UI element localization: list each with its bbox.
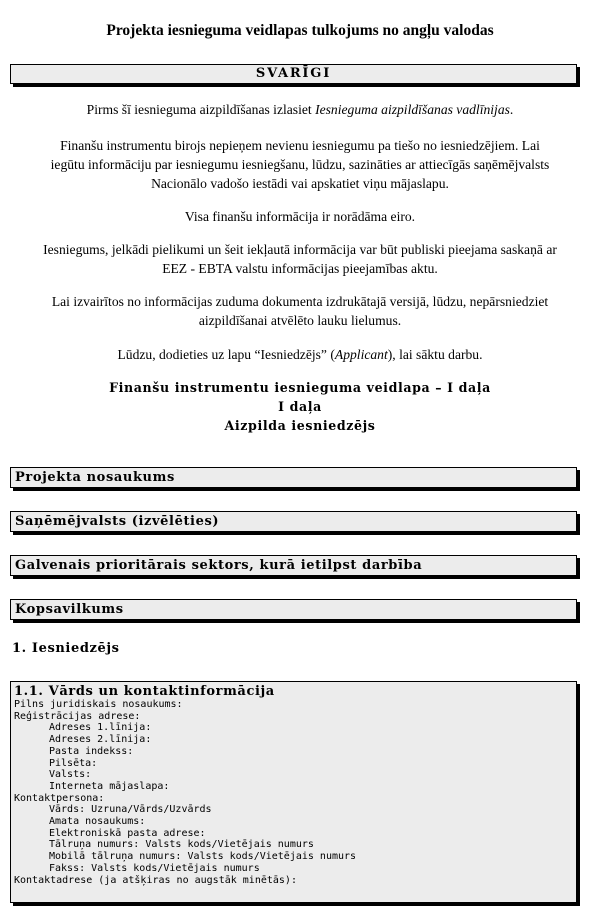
paragraph-text: ), lai sāktu darbu. bbox=[387, 347, 483, 362]
field-legal-name: Pilns juridiskais nosaukums: bbox=[14, 699, 183, 710]
section-project-title bbox=[10, 467, 577, 488]
section-summary bbox=[10, 599, 577, 620]
field-position: Amata nosaukums: bbox=[49, 816, 146, 828]
field-country: Valsts: bbox=[49, 769, 92, 781]
part-heading-line: Finanšu instrumentu iesnieguma veidlapa – I daļa bbox=[109, 380, 491, 395]
contact-information-box bbox=[10, 681, 577, 903]
field-email: Elektroniskā pasta adrese: bbox=[49, 827, 206, 839]
section-bar-label: Projekta nosaukums bbox=[15, 470, 175, 485]
paragraph-line: Nacionālo vadošo iestādi vai apskatiet viņu mājaslapu. bbox=[151, 176, 449, 191]
part-heading-line: Aizpilda iesniedzējs bbox=[224, 418, 376, 433]
section-bar-label: Galvenais prioritārais sektors, kurā ietilpst darbība bbox=[15, 558, 423, 573]
field-contact-address: Kontaktadrese (ja atšķiras no augstāk minētās): bbox=[14, 874, 297, 886]
section-applicant-heading: 1. Iesniedzējs bbox=[12, 641, 120, 656]
field-address-line-2: Adreses 2.līnija: bbox=[49, 734, 152, 746]
paragraph-line: Finanšu instrumentu birojs nepieņem nevienu iesniegumu pa tiešo no iesniedzējiem. Lai bbox=[60, 138, 540, 153]
paragraph-line: iegūtu informāciju par iesniegumu iesniegšanu, lūdzu, sazināties ar attiecīgās saņēmējvalsts bbox=[50, 157, 550, 172]
field-contact-name: Vārds: Uzruna/Vārds/Uzvārds bbox=[49, 804, 212, 816]
paragraph-line: Visa finanšu informācija ir norādāma eiro. bbox=[184, 209, 416, 224]
paragraph-read-guidelines bbox=[20, 100, 580, 119]
part-heading-line: I daļa bbox=[278, 399, 322, 414]
field-contact-person: Kontaktpersona: bbox=[14, 792, 105, 804]
paragraph-field-size bbox=[20, 292, 580, 330]
paragraph-text: . bbox=[509, 102, 514, 117]
field-fax: Fakss: Valsts kods/Vietējais numurs bbox=[49, 862, 260, 874]
section-priority-sector bbox=[10, 555, 577, 576]
field-phone: Tālruņa numurs: Valsts kods/Vietējais numurs bbox=[49, 839, 314, 851]
section-bar-label: Saņēmējvalsts (izvēlēties) bbox=[15, 514, 220, 529]
important-banner bbox=[10, 64, 577, 84]
paragraph-line: Lai izvairītos no informācijas zuduma dokumenta izdrukātajā versijā, lūdzu, nepārsniedziet bbox=[51, 294, 549, 309]
paragraph-public-access bbox=[20, 240, 580, 278]
paragraph-text: Pirms šī iesnieguma aizpildīšanas izlasiet bbox=[86, 102, 316, 117]
paragraph-text: Lūdzu, dodieties uz lapu “Iesniedzējs” ( bbox=[117, 347, 335, 362]
part-heading bbox=[0, 378, 600, 435]
paragraph-submission-info bbox=[20, 136, 580, 193]
field-mobile-phone: Mobilā tālruņa numurs: Valsts kods/Vietējais numurs bbox=[49, 851, 357, 863]
guidelines-reference: Iesnieguma aizpildīšanas vadlīnijas bbox=[315, 102, 510, 117]
paragraph-line: Iesniegums, jelkādi pielikumi un šeit iekļautā informācija var būt publiski pieejama saskaņā ar bbox=[43, 242, 557, 257]
field-address-line-1: Adreses 1.līnija: bbox=[49, 722, 152, 734]
paragraph-line: aizpildīšanai atvēlēto lauku lielumus. bbox=[198, 313, 402, 328]
section-beneficiary-state bbox=[10, 511, 577, 532]
applicant-reference: Applicant bbox=[334, 347, 388, 362]
paragraph-start-instruction bbox=[20, 345, 580, 364]
document-title: Projekta iesnieguma veidlapas tulkojums no angļu valodas bbox=[106, 22, 494, 39]
contact-box-heading: 1.1. Vārds un kontaktinformācija bbox=[14, 684, 275, 699]
paragraph-currency bbox=[20, 207, 580, 226]
paragraph-line: EEZ - EBTA valstu informācijas pieejamības aktu. bbox=[162, 261, 438, 276]
field-registration-address: Reģistrācijas adrese: bbox=[14, 710, 141, 722]
important-label: SVARĪGI bbox=[255, 66, 332, 81]
section-bar-label: Kopsavilkums bbox=[15, 602, 124, 617]
field-city: Pilsēta: bbox=[49, 757, 98, 769]
field-postal-code: Pasta indekss: bbox=[49, 745, 134, 757]
field-website: Interneta mājaslapa: bbox=[49, 780, 170, 792]
